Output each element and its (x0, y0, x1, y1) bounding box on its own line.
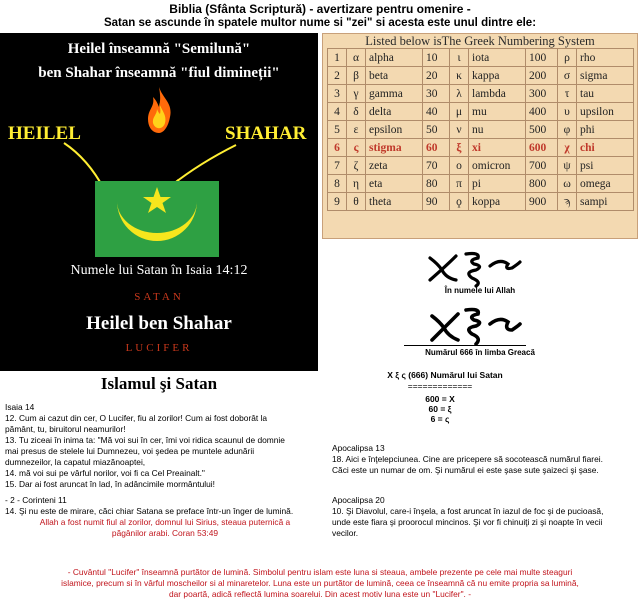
greek-table-cell: upsilon (577, 103, 634, 121)
greek-table-cell: 9 (328, 193, 347, 211)
poster-caption: Numele lui Satan în Isaia 14:12 (70, 263, 248, 278)
greek-table-cell: mu (469, 103, 526, 121)
apoc20-verse (332, 506, 637, 539)
greek-table-cell: 1 (328, 49, 347, 67)
apoc13-verse (332, 454, 632, 476)
greek-table-cell: omega (577, 175, 634, 193)
greek-table-cell: sampi (577, 193, 634, 211)
greek-table-cell: 40 (423, 103, 450, 121)
greek-table-cell: rho (577, 49, 634, 67)
greek-numbering-table (322, 33, 638, 239)
apoc20-line: unde este fiara şi proorocul mincinos. Şi vor fi chinuiţi zi şi noapte în vecii (332, 517, 603, 527)
greek-table-cell: υ (558, 103, 577, 121)
greek-table-row (328, 85, 634, 103)
greek-table-cell: ψ (558, 157, 577, 175)
allah-line: Allah a fost numit fiul al zorilor, domnul lui Sirius, steaua puternică a (39, 517, 291, 527)
greek-table-cell: 900 (526, 193, 558, 211)
greek-table-cell: phi (577, 121, 634, 139)
greek-table-row (328, 157, 634, 175)
greek-table-cell: μ (450, 103, 469, 121)
label-shahar: SHAHAR (225, 123, 307, 144)
greek-table-row (328, 103, 634, 121)
isaia-line: pământ, tu, biruitorul neamurilor! (5, 424, 126, 434)
greek-table-cell: α (347, 49, 366, 67)
greek-table-cell: delta (366, 103, 423, 121)
caption-allah: În numele lui Allah (444, 286, 516, 295)
greek-table-heading: Listed below isThe Greek Numbering System (365, 34, 595, 48)
greek-table-cell: 2 (328, 67, 347, 85)
poster-line-ben-shahar: ben Shahar înseamnă "fiul dimineții" (38, 65, 280, 81)
greek-table-cell: iota (469, 49, 526, 67)
greek-table-cell: 30 (423, 85, 450, 103)
chi-xi-stigma-glyph-1 (420, 248, 530, 288)
isaia-line: 14. mă voi sui pe vârful norilor, voi fi ca Cel Preainalt." (5, 468, 205, 478)
greek-table-cell: γ (347, 85, 366, 103)
greek-table-cell: 600 (526, 139, 558, 157)
greek-table-cell: 300 (526, 85, 558, 103)
greek-table-cell: koppa (469, 193, 526, 211)
greek-table-cell: ς (347, 139, 366, 157)
greek-table-cell: omicron (469, 157, 526, 175)
greek-table-cell: 100 (526, 49, 558, 67)
greek-table-cell: psi (577, 157, 634, 175)
greek-table-cell: 700 (526, 157, 558, 175)
footer-line: dar poartă, adică reflectă lumina soarelui. Din acest motiv luna este un "Lucifer". - (168, 589, 471, 599)
greek-table-row (328, 67, 634, 85)
greek-table-cell: ο (450, 157, 469, 175)
greek-table-cell: ω (558, 175, 577, 193)
glyph-underline (404, 345, 526, 346)
eq-stigma: 6 = ς (430, 414, 450, 424)
greek-table-cell: 3 (328, 85, 347, 103)
apocalipsa-20 (332, 495, 637, 539)
greek-table-cell: chi (577, 139, 634, 157)
eq-xi: 60 = ξ (428, 404, 452, 414)
greek-table-grid (327, 48, 634, 211)
greek-table-cell: ρ (558, 49, 577, 67)
poster-name: Heilel ben Shahar (86, 313, 232, 334)
isaia-line: 12. Cum ai cazut din cer, O Lucifer, fiu al zorilor! Cum ai fost doborât la (5, 413, 268, 423)
greek-table-cell: stigma (366, 139, 423, 157)
apoc13-line: Căci este un numar de om. Şi numărul ei este şase sute şaizeci şi şase. (332, 465, 599, 475)
flame-icon (143, 85, 175, 135)
greek-table-cell: 400 (526, 103, 558, 121)
greek-table-cell: ϡ (558, 193, 577, 211)
footer-line: - Cuvântul "Lucifer" înseamnă purtător de lumină. Simbolul pentru islam este luna si steaua, ambele prezente pe cele mai multe steaguri (67, 567, 573, 577)
greek-table-cell: ε (347, 121, 366, 139)
greek-table-cell: θ (347, 193, 366, 211)
greek-table-cell: zeta (366, 157, 423, 175)
greek-table-cell: 50 (423, 121, 450, 139)
corinteni-passage (5, 495, 335, 517)
allah-line: păgânilor arabi. Coran 53:49 (111, 528, 219, 538)
greek-table-cell: 200 (526, 67, 558, 85)
greek-table-cell: π (450, 175, 469, 193)
page-title: Biblia (Sfânta Scriptură) - avertizare pentru omenire - (169, 2, 471, 16)
greek-table-cell: 60 (423, 139, 450, 157)
greek-table-cell: 6 (328, 139, 347, 157)
allah-note (10, 517, 320, 539)
greek-table-cell: 80 (423, 175, 450, 193)
greek-table-cell: 7 (328, 157, 347, 175)
greek-table-row (328, 193, 634, 211)
greek-table-cell: ζ (347, 157, 366, 175)
greek-table-cell: τ (558, 85, 577, 103)
apoc20-ref: Apocalipsa 20 (332, 495, 385, 505)
greek-table-cell: λ (450, 85, 469, 103)
islam-satan-heading: Islamul şi Satan (100, 374, 218, 393)
greek-table-cell: 800 (526, 175, 558, 193)
greek-table-cell: 90 (423, 193, 450, 211)
greek-table-cell: nu (469, 121, 526, 139)
greek-table-cell: 20 (423, 67, 450, 85)
greek-table-cell: gamma (366, 85, 423, 103)
greek-table-cell: ν (450, 121, 469, 139)
greek-table-row (328, 175, 634, 193)
isaia-lines (5, 413, 325, 490)
apoc20-line: 10. Şi Diavolul, care-i înşela, a fost aruncat în iazul de foc şi de pucioasă, (332, 506, 604, 516)
corinteni-verse: 14. Şi nu este de mirare, căci chiar Satana se preface într-un înger de lumină. (5, 506, 294, 516)
greek-table-cell: σ (558, 67, 577, 85)
greek-table-cell: eta (366, 175, 423, 193)
greek-table-row (328, 139, 634, 157)
separator: ============= (407, 381, 473, 391)
apoc20-line: vecilor. (332, 528, 359, 538)
poster-lucifer: LUCIFER (125, 342, 193, 354)
mauritania-flag (95, 181, 219, 257)
apoc13-ref: Apocalipsa 13 (332, 443, 385, 453)
greek-table-cell: 4 (328, 103, 347, 121)
greek-table-cell: β (347, 67, 366, 85)
chi-xi-stigma-glyph-2 (426, 306, 526, 346)
greek-table-cell: xi (469, 139, 526, 157)
page-subtitle: Satan se ascunde în spatele multor nume si "zei" si acesta este unul dintre ele: (103, 17, 537, 29)
heilel-poster (0, 33, 318, 371)
footer-note (0, 567, 640, 600)
greek-table-cell: 10 (423, 49, 450, 67)
greek-table-cell: 5 (328, 121, 347, 139)
greek-table-cell: tau (577, 85, 634, 103)
greek-table-cell: χ (558, 139, 577, 157)
greek-table-cell: ϙ (450, 193, 469, 211)
apocalipsa-13 (332, 443, 632, 476)
greek-table-row (328, 49, 634, 67)
xxs-number-line: X ξ ς (666) Numărul lui Satan (387, 370, 503, 380)
greek-table-cell: pi (469, 175, 526, 193)
isaia-line: dumnezeilor, la capatul miazănoaptei, (5, 457, 146, 467)
greek-table-cell: epsilon (366, 121, 423, 139)
greek-table-cell: φ (558, 121, 577, 139)
footer-line: islamice, precum si în vârful moscheilor si al minaretelor. Luna este un purtător de lumină, ceea ce înseamnă că nu emite propria sa lumină, (61, 578, 579, 588)
label-heilel: HEILEL (8, 123, 81, 144)
greek-table-cell: lambda (469, 85, 526, 103)
greek-table-cell: κ (450, 67, 469, 85)
greek-table-cell: 8 (328, 175, 347, 193)
greek-table-cell: δ (347, 103, 366, 121)
poster-line-heilel: Heilel înseamnă "Semilună" (67, 41, 251, 57)
greek-table-cell: sigma (577, 67, 634, 85)
corinteni-ref: - 2 - Corinteni 11 (5, 495, 67, 505)
isaia-line: 13. Tu ziceai în inima ta: "Mă voi sui în cer, îmi voi ridica scaunul de domnie (5, 435, 285, 445)
greek-table-cell: kappa (469, 67, 526, 85)
greek-table-cell: 500 (526, 121, 558, 139)
isaia-line: mai presus de stelele lui Dumnezeu, voi şedea pe muntele adunării (5, 446, 255, 456)
greek-table-cell: alpha (366, 49, 423, 67)
greek-table-cell: beta (366, 67, 423, 85)
apoc13-line: 18. Aici e înţelepciunea. Cine are pricepere să socotească numărul fiarei. (332, 454, 603, 464)
eq-chi: 600 = X (425, 394, 455, 404)
poster-satan: SATAN (134, 291, 184, 303)
isaia-line: 15. Dar ai fost aruncat în lad, în adâncimile mormântului! (5, 479, 215, 489)
greek-table-cell: 70 (423, 157, 450, 175)
greek-table-cell: theta (366, 193, 423, 211)
greek-table-cell: ξ (450, 139, 469, 157)
greek-table-row (328, 121, 634, 139)
greek-table-cell: ι (450, 49, 469, 67)
isaia-ref: Isaia 14 (5, 402, 35, 412)
isaia-passage (5, 402, 325, 490)
caption-666-greek: Numărul 666 în limba Greacă (425, 348, 535, 357)
greek-table-cell: η (347, 175, 366, 193)
